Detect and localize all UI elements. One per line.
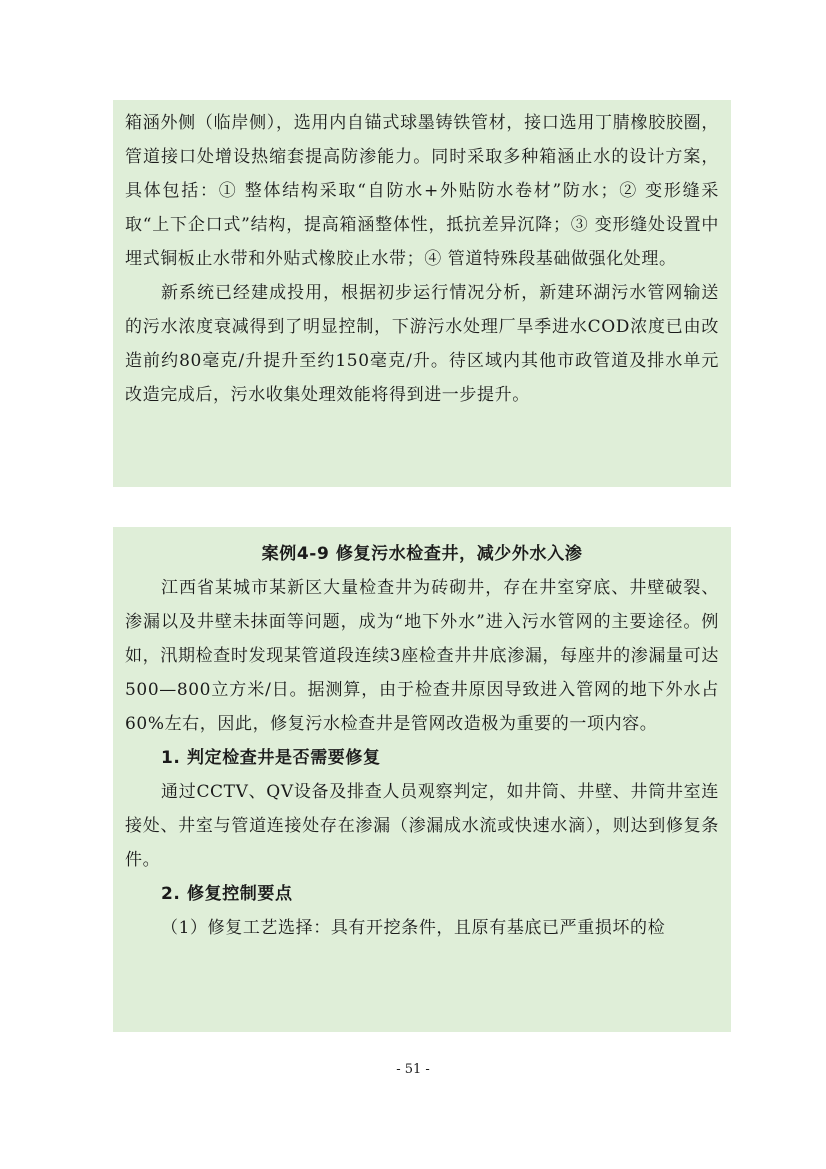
section-heading-2: 2. 修复控制要点 — [161, 884, 293, 904]
case-4-9-box — [113, 527, 731, 1032]
paragraph-system-results: 新系统已经建成投用，根据初步运行情况分析，新建环湖污水管网输送的污水浓度衰减得到了明显控制，下游污水处理厂旱季进水COD浓度已由改造前约80毫克/升提升至约150毫克/升。待区域内其他市政管道及排水单元改造完成后，污水收集处理效能将得到进一步提升。 — [125, 283, 719, 405]
page-number: - 51 - — [396, 1062, 430, 1077]
paragraph-box-culvert-design: 箱涵外侧（临岸侧），选用内自锚式球墨铸铁管材，接口选用丁腈橡胶胶圈，管道接口处增设热缩套提高防渗能力。同时采取多种箱涵止水的设计方案，具体包括：① 整体结构采取“自防水+外贴防水卷材”防水；② 变形缝采取“上下企口式”结构，提高箱涵整体性，抵抗差异沉降；③ 变形缝处设置中埋式铜板止水带和外贴式橡胶止水带；④ 管道特殊段基础做强化处理。 — [125, 113, 719, 269]
paragraph-repair-criteria: 通过CCTV、QV设备及排查人员观察判定，如井筒、井壁、井筒井室连接处、井室与管道连接处存在渗漏（渗漏成水流或快速水滴），则达到修复条件。 — [125, 782, 719, 870]
case-title: 案例4-9 修复污水检查井，减少外水入渗 — [261, 544, 583, 564]
paragraph-case-background: 江西省某城市某新区大量检查井为砖砌井，存在井室穿底、井壁破裂、渗漏以及井壁未抹面等问题，成为“地下外水”进入污水管网的主要途径。例如，汛期检查时发现某管道段连续3座检查井井底渗漏，每座井的渗漏量可达500—800立方米/日。据测算，由于检查井原因导致进入管网的地下外水占60%左右，因此，修复污水检查井是管网改造极为重要的一项内容。 — [125, 578, 719, 734]
continued-case-box — [113, 100, 731, 487]
section-heading-1: 1. 判定检查井是否需要修复 — [161, 748, 381, 768]
paragraph-repair-process: （1）修复工艺选择：具有开挖条件，且原有基底已严重损坏的检 — [161, 918, 666, 938]
